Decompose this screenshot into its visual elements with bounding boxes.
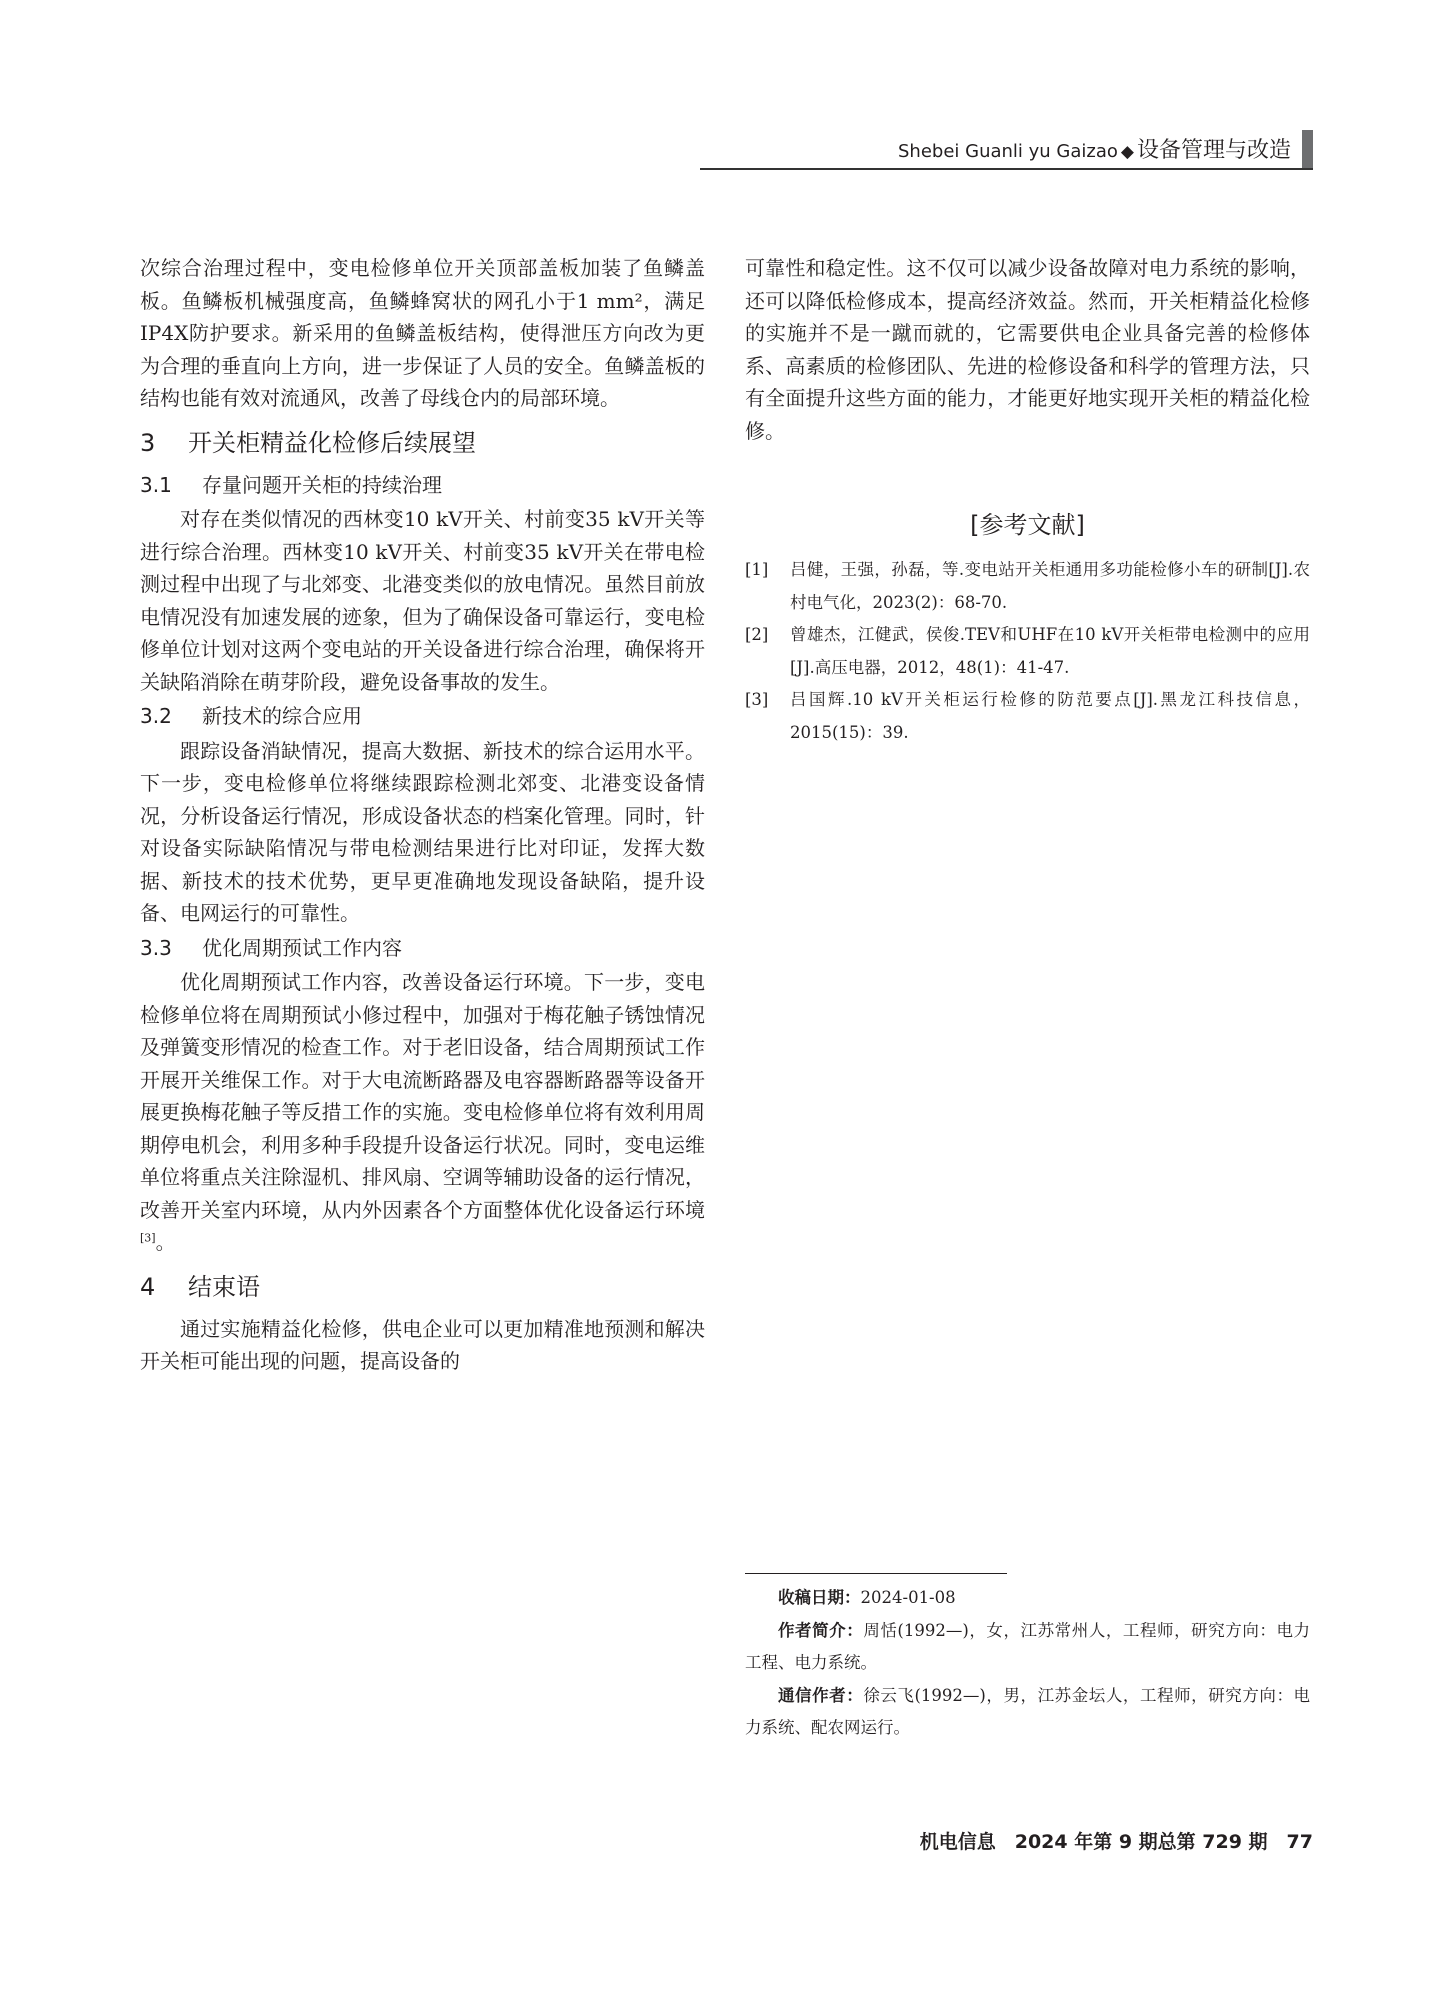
page-footer: 机电信息 2024 年第 9 期总第 729 期 77: [919, 1831, 1313, 1853]
header-bar: [1302, 130, 1313, 168]
footnote-rule: [745, 1573, 1007, 1574]
reference-item: [745, 619, 1310, 684]
right-column: [745, 252, 1310, 749]
reference-label: [1]: [745, 560, 769, 579]
subsection-3-1-heading: [140, 469, 705, 502]
section-title: 开关柜精益化检修后续展望: [188, 428, 476, 457]
running-header: [700, 130, 1313, 170]
running-header-zh: 设备管理与改造: [1136, 138, 1291, 163]
reference-text: 吕健，王强，孙磊，等.变电站开关柜通用多功能检修小车的研制[J].农村电气化，2023(2)：68-70.: [790, 560, 1310, 612]
paragraph-3-3-text: 优化周期预试工作内容，改善设备运行环境。下一步，变电检修单位将在周期预试小修过程中，加强对于梅花触子锈蚀情况及弹簧变形情况的检查工作。对于老旧设备，结合周期预试工作开展开关维保工作。对于大电流断路器及电容器断路器等设备开展更换梅花触子等反措工作的实施。变电检修单位将有效利用周期停电机会，利用多种手段提升设备运行状况。同时，变电运维单位将重点关注除湿机、排风扇、空调等辅助设备的运行情况，改善开关室内环境，从内外因素各个方面整体优化设备运行环境: [140, 970, 705, 1222]
paragraph-3-1: 对存在类似情况的西林变10 kV开关、村前变35 kV开关等进行综合治理。西林变10 kV开关、村前变35 kV开关在带电检测过程中出现了与北郊变、北港变类似的放电情况。虽然目前放电情况没有加速发展的迹象，但为了确保设备可靠运行，变电检修单位计划对这两个变电站的开关设备进行综合治理，确保将开关缺陷消除在萌芽阶段，避免设备事故的发生。: [140, 507, 705, 694]
note-received: [745, 1582, 1310, 1615]
note-value: 徐云飞(1992—)，男，江苏金坛人，工程师，研究方向：电力系统、配农网运行。: [745, 1685, 1311, 1737]
left-column: [140, 252, 705, 1378]
running-header-en: Shebei Guanli yu Gaizao: [898, 141, 1118, 162]
section-number: 4: [140, 1272, 156, 1301]
note-key: 通信作者：: [778, 1685, 864, 1705]
subsection-number: 3.3: [140, 935, 172, 960]
note-key: 收稿日期：: [778, 1588, 861, 1607]
section-title: 结束语: [188, 1272, 260, 1301]
reference-label: [2]: [745, 625, 769, 644]
section-4-heading: [140, 1269, 705, 1305]
header-rule: [700, 168, 1313, 170]
subsection-3-2-heading: [140, 700, 705, 733]
note-key: 作者简介：: [778, 1620, 864, 1640]
note-corresponding: [745, 1680, 1310, 1745]
diamond-icon: ◆: [1120, 142, 1134, 162]
reference-label: [3]: [745, 690, 769, 709]
running-header-text: [898, 133, 1291, 164]
paragraph-4: 通过实施精益化检修，供电企业可以更加精准地预测和解决开关柜可能出现的问题，提高设备的: [140, 1316, 705, 1373]
note-value: 2024-01-08: [860, 1588, 956, 1607]
footnotes: [745, 1573, 1310, 1745]
reference-text: 曾雄杰，江健武，侯俊.TEV和UHF在10 kV开关柜带电检测中的应用[J].高压电器，2012，48(1)：41-47.: [790, 625, 1310, 677]
subsection-title: 存量问题开关柜的持续治理: [202, 472, 442, 497]
paragraph-3-3-end: 。: [155, 1230, 176, 1254]
citation-3: [3]: [140, 1231, 156, 1245]
section-number: 3: [140, 428, 156, 457]
subsection-title: 优化周期预试工作内容: [202, 935, 402, 960]
references-title: [参考文献]: [970, 511, 1085, 539]
subsection-title: 新技术的综合应用: [202, 704, 362, 728]
note-value: 周恬(1992—)，女，江苏常州人，工程师，研究方向：电力工程、电力系统。: [745, 1620, 1311, 1672]
section-3-heading: [140, 425, 705, 461]
reference-item: [745, 684, 1310, 749]
paragraph-3-2: 跟踪设备消缺情况，提高大数据、新技术的综合运用水平。下一步，变电检修单位将继续跟踪检测北郊变、北港变设备情况，分析设备运行情况，形成设备状态的档案化管理。同时，针对设备实际缺陷情况与带电检测结果进行比对印证，发挥大数据、新技术的技术优势，更早更准确地发现设备缺陷，提升设备、电网运行的可靠性。: [140, 738, 705, 925]
reference-text: 吕国辉.10 kV开关柜运行检修的防范要点[J].黑龙江科技信息，2015(15)：39.: [790, 690, 1310, 742]
paragraph-3-3: [140, 966, 705, 1259]
reference-item: [745, 554, 1310, 619]
paragraph-continued-left: 次综合治理过程中，变电检修单位开关顶部盖板加装了鱼鳞盖板。鱼鳞板机械强度高，鱼鳞蜂窝状的网孔小于1 mm²，满足IP4X防护要求。新采用的鱼鳞盖板结构，使得泄压方向改为更为合理的垂直向上方向，进一步保证了人员的安全。鱼鳞盖板的结构也能有效对流通风，改善了母线仓内的局部环境。: [140, 256, 705, 410]
subsection-3-3-heading: [140, 932, 705, 965]
paragraph-continued-right: 可靠性和稳定性。这不仅可以减少设备故障对电力系统的影响，还可以降低检修成本，提高经济效益。然而，开关柜精益化检修的实施并不是一蹴而就的，它需要供电企业具备完善的检修体系、高素质的检修团队、先进的检修设备和科学的管理方法，只有全面提升这些方面的能力，才能更好地实现开关柜的精益化检修。: [745, 256, 1310, 443]
note-author: [745, 1615, 1310, 1680]
subsection-number: 3.1: [140, 472, 172, 497]
subsection-number: 3.2: [140, 704, 172, 728]
